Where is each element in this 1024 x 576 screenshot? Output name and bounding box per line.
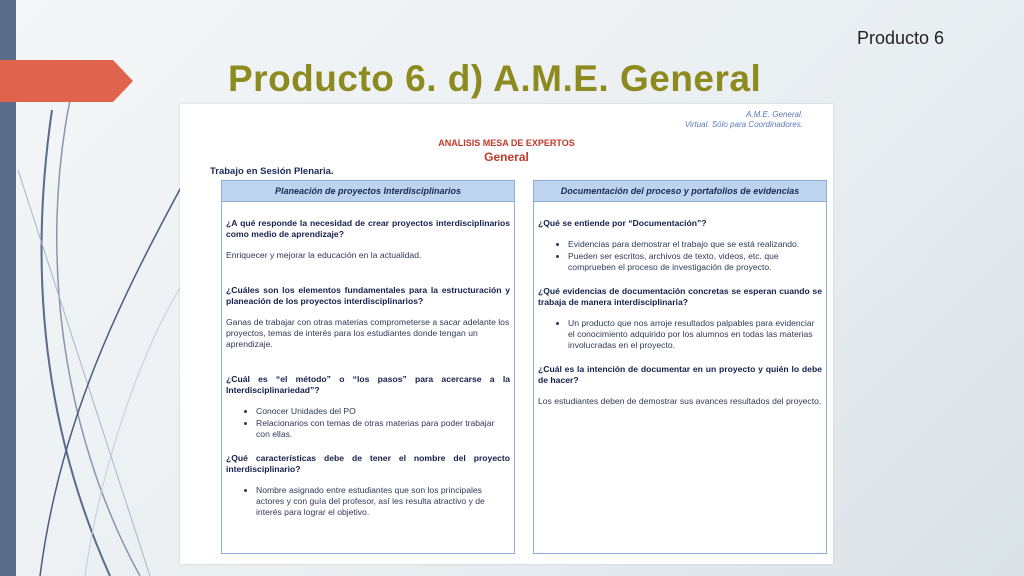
left-column-header: Planeación de proyectos Interdisciplinarios — [222, 181, 514, 202]
right-question-3: ¿Cuál es la intención de documentar en un proyecto y quién lo debe de hacer? — [538, 364, 822, 385]
left-column — [221, 180, 515, 554]
list-item: • Nombre asignado entre estudiantes que son los principales actores y con guía del profesor, así les resulta atractivo y de interés para lograr el objetivo. — [256, 485, 510, 518]
document-image — [180, 104, 833, 564]
doc-meta-line1: A.M.E. General. — [746, 110, 803, 119]
left-answer-2: Ganas de trabajar con otras materias comprometerse a sacar adelante los proyectos, temas de interés para los estudiantes donde tengan un aprendizaje. — [226, 317, 510, 349]
left-answer-1: Enriquecer y mejorar la educación en la actualidad. — [226, 250, 422, 260]
list-item: • Relacionarios con temas de otras materias para poder trabajar con ellas. — [256, 418, 510, 440]
left-column-body — [222, 202, 514, 518]
list-item: • Pueden ser escritos, archivos de texto, videos, etc. que comprueben el proceso de investigación de proyecto. — [568, 251, 822, 273]
right-column-body — [534, 202, 826, 407]
left-question-4: ¿Qué características debe de tener el nombre del proyecto interdisciplinario? — [226, 453, 510, 474]
left-question-2: ¿Cuáles son los elementos fundamentales para la estructuración y planeación de los proyectos interdisciplinarios? — [226, 285, 510, 306]
doc-heading: ANALISIS MESA DE EXPERTOS — [438, 138, 575, 148]
left-question-3: ¿Cuál es “el método” o “los pasos” para acercarse a la Interdisciplinariedad”? — [226, 374, 510, 395]
slide-title: Producto 6. d) A.M.E. General — [228, 58, 762, 99]
list-item: • Conocer Unidades del PO — [256, 406, 510, 417]
doc-subheading: General — [484, 150, 529, 164]
left-answer-3-list — [226, 406, 510, 440]
right-question-2: ¿Qué evidencias de documentación concretas se esperan cuando se trabaja de manera interdisciplinaria? — [538, 286, 822, 307]
list-item: • Evidencias para demostrar el trabajo que se está realizando. — [568, 239, 822, 250]
doc-meta — [685, 110, 803, 130]
left-answer-4-list — [226, 485, 510, 518]
right-answer-3: Los estudiantes deben de demostrar sus avances resultados del proyecto. — [538, 396, 822, 406]
right-column-header: Documentación del proceso y portafolios de evidencias — [534, 181, 826, 202]
doc-session-label: Trabajo en Sesión Plenaria. — [210, 166, 334, 177]
right-question-1: ¿Qué se entiende por “Documentación”? — [538, 218, 707, 228]
accent-arrow-shape — [0, 60, 133, 102]
doc-meta-line2: Virtual. Sólo para Coordinadores. — [684, 120, 803, 129]
slide-label: Producto 6 — [856, 28, 944, 48]
right-column — [533, 180, 827, 554]
right-answer-1-list — [538, 239, 822, 273]
list-item: • Un producto que nos arroje resultados palpables para evidenciar el conocimiento adquirido por los alumnos en todas las materias involucradas en el proyecto. — [568, 318, 822, 351]
left-question-1: ¿A qué responde la necesidad de crear proyectos interdisciplinarios como medio de aprendizaje? — [226, 218, 510, 239]
right-answer-2-list — [538, 318, 822, 351]
